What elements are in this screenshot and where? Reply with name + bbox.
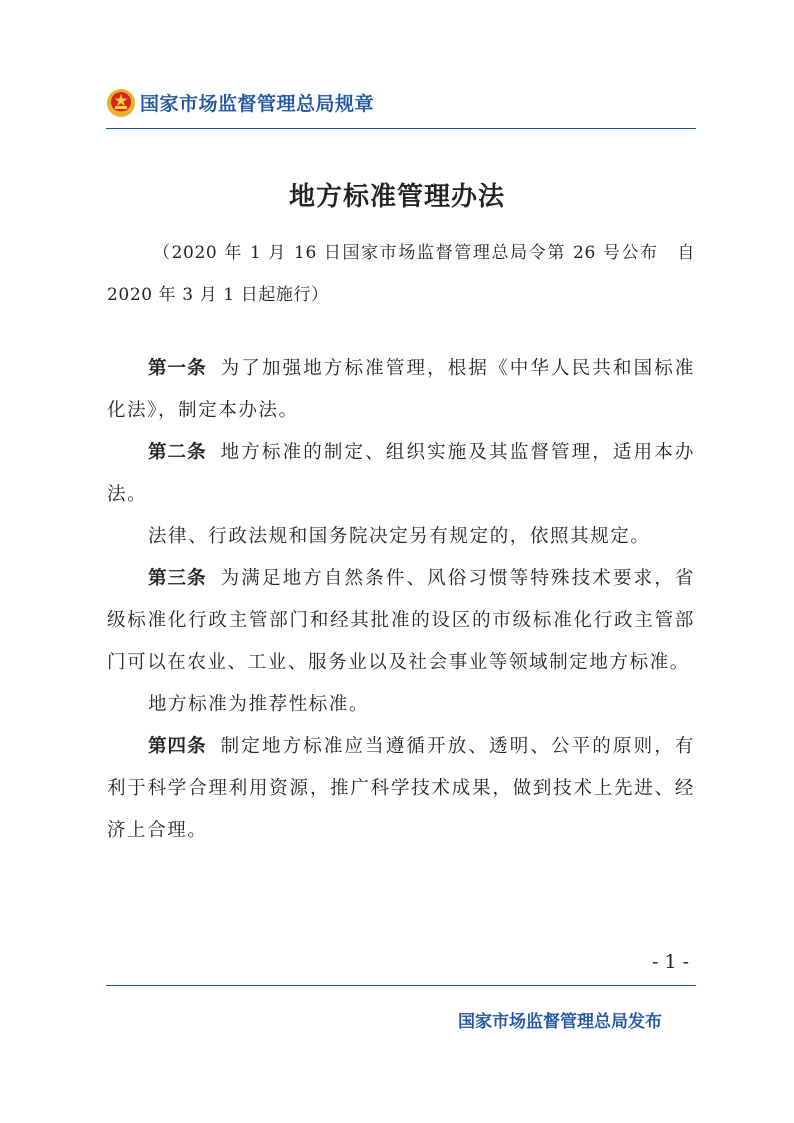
article-1 — [107, 348, 695, 432]
article-2 — [107, 432, 695, 516]
article-label: 第三条 — [148, 568, 207, 589]
article-label: 第四条 — [148, 736, 207, 757]
footer-publisher: 国家市场监督管理总局发布 — [458, 1012, 662, 1032]
paragraph-text: 地方标准为推荐性标准。 — [148, 694, 370, 715]
article-text: 地方标准的制定、组织实施及其监督管理，适用本办法。 — [107, 442, 695, 505]
article-label: 第二条 — [148, 442, 207, 463]
promulgation-note: （2020 年 1 月 16 日国家市场监督管理总局令第 26 号公布 自 2020 年 3 月 1 日起施行） — [107, 243, 695, 305]
header-divider — [106, 128, 696, 129]
national-emblem-icon — [106, 88, 136, 118]
document-body — [107, 348, 695, 852]
footer-divider — [106, 985, 696, 986]
paragraph-text: 法律、行政法规和国务院决定另有规定的，依照其规定。 — [148, 526, 651, 547]
article-text: 制定地方标准应当遵循开放、透明、公平的原则，有利于科学合理利用资源，推广科学技术成果，做到技术上先进、经济上合理。 — [107, 736, 695, 841]
article-3 — [107, 558, 695, 684]
page-header — [106, 86, 696, 130]
page-number: - 1 - — [652, 951, 690, 973]
article-text: 为了加强地方标准管理，根据《中华人民共和国标准化法》，制定本办法。 — [107, 358, 695, 421]
document-title: 地方标准管理办法 — [288, 182, 505, 212]
article-label: 第一条 — [148, 358, 207, 379]
article-text: 为满足地方自然条件、风俗习惯等特殊技术要求，省级标准化行政主管部门和经其批准的设区的市级标准化行政主管部门可以在农业、工业、服务业以及社会事业等领域制定地方标准。 — [107, 568, 695, 673]
header-title: 国家市场监督管理总局规章 — [140, 93, 375, 115]
article-4 — [107, 726, 695, 852]
paragraph — [107, 516, 695, 558]
paragraph — [107, 684, 695, 726]
